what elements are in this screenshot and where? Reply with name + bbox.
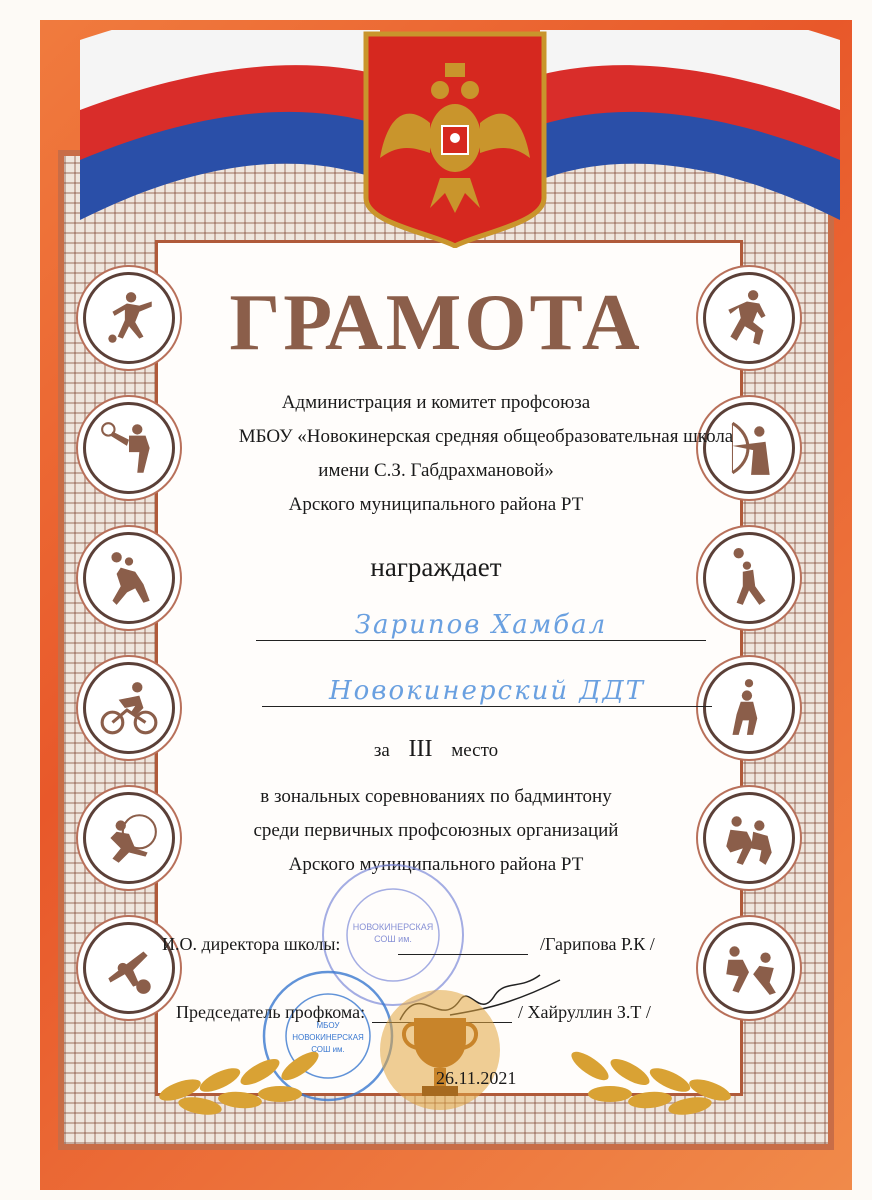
svg-text:СОШ им.: СОШ им. [311, 1045, 345, 1054]
recipient-org: Новокинерский ДДТ [328, 676, 645, 706]
issuer-line-2: МБОУ «Новокинерская средняя общеобразовательная школа [238, 426, 734, 447]
svg-text:НОВОКИНЕРСКАЯ: НОВОКИНЕРСКАЯ [292, 1033, 364, 1042]
svg-text:МБОУ: МБОУ [316, 1021, 340, 1030]
recipient-org-underline [262, 706, 712, 707]
director-name: /Гарипова Р.К / [540, 934, 655, 954]
issuer-line-3: имени С.З. Габдрахмановой» [318, 460, 554, 481]
place-value: III [408, 736, 433, 762]
chair-label: Председатель профкома: [176, 1002, 366, 1022]
recipient-name: Зарипов Хамбал [354, 610, 608, 640]
reason-line-1: в зональных соревнованиях по бадминтону [260, 786, 612, 807]
director-signature-line [398, 954, 528, 955]
coat-of-arms-icon [360, 28, 550, 248]
recipient-name-underline [256, 640, 706, 641]
svg-text:НОВОКИНЕРСКАЯ: НОВОКИНЕРСКАЯ [352, 922, 434, 932]
issuer-line-1: Администрация и комитет профсоюза [281, 392, 591, 413]
award-date: 26.11.2021 [436, 1068, 517, 1088]
reason-line-3: Арского муниципального района РТ [288, 854, 584, 875]
chair-name: / Хайруллин З.Т / [518, 1002, 651, 1022]
kickboxing-icon [703, 922, 795, 1014]
reason-line-2: среди первичных профсоюзных организаций [253, 820, 619, 841]
svg-text:СОШ им.: СОШ им. [374, 934, 412, 944]
director-label: И.О. директора школы: [162, 934, 341, 954]
place-suffix: место [451, 740, 499, 761]
awards-word: награждает [370, 552, 502, 582]
trophy-cup-icon [340, 990, 540, 1110]
place-row [0, 736, 872, 763]
issuer-line-4: Арского муниципального района РТ [288, 494, 584, 515]
place-prefix: за [373, 740, 390, 761]
certificate-title: ГРАМОТА [229, 279, 643, 367]
